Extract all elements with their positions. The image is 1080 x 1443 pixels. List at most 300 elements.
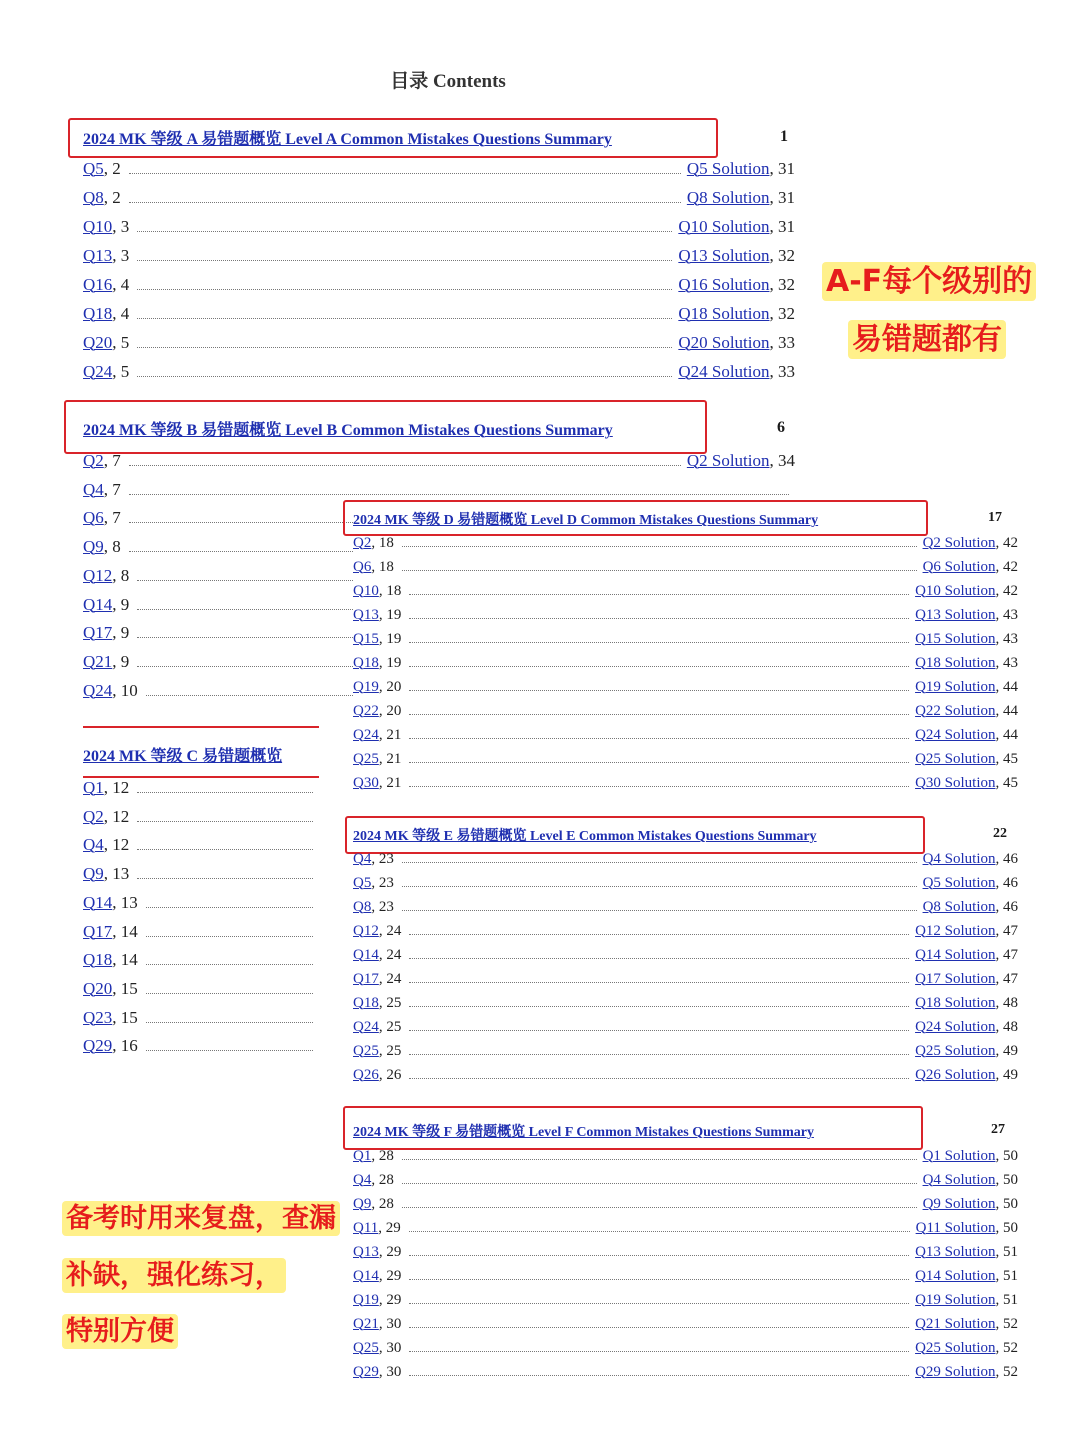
callout-bottom-line1: 备考时用来复盘，查漏 <box>62 1196 340 1235</box>
toc-row <box>83 922 319 951</box>
dot-leader <box>409 1302 909 1304</box>
question-page: , 14 <box>112 950 138 970</box>
question-page: , 15 <box>112 978 138 998</box>
question-link[interactable]: Q26 <box>353 1067 379 1083</box>
toc-row <box>353 1196 1018 1220</box>
solution-link[interactable]: Q5 Solution <box>922 875 996 891</box>
solution-link[interactable]: Q26 Solution <box>915 1067 996 1083</box>
toc-row <box>353 655 1018 679</box>
question-page: , 30 <box>378 1316 402 1332</box>
solution-link[interactable]: Q4 Solution <box>922 1172 996 1188</box>
toc-row <box>353 559 1018 583</box>
question-page: , 24 <box>378 971 402 987</box>
dot-leader <box>402 545 917 547</box>
toc-row <box>353 727 1018 751</box>
dot-leader <box>409 1278 909 1280</box>
solution-page: , 47 <box>995 971 1018 987</box>
question-page: , 28 <box>371 1172 394 1188</box>
dot-leader <box>129 464 681 466</box>
question-link[interactable]: Q4 <box>353 1172 372 1188</box>
dot-leader <box>146 1021 313 1023</box>
question-page: , 8 <box>103 537 121 557</box>
question-page: , 30 <box>378 1340 402 1356</box>
question-link[interactable]: Q2 <box>83 806 104 826</box>
solution-link[interactable]: Q19 Solution <box>915 679 996 695</box>
solution-link[interactable]: Q16 Solution <box>678 275 770 294</box>
question-link[interactable]: Q25 <box>353 1043 379 1059</box>
toc-row <box>353 971 1018 995</box>
toc-row <box>83 217 795 246</box>
solution-link[interactable]: Q13 Solution <box>915 607 996 623</box>
solution-page: , 50 <box>995 1148 1018 1164</box>
toc-row <box>353 631 1018 655</box>
question-page: , 5 <box>112 362 130 381</box>
dot-leader <box>409 933 909 935</box>
question-link[interactable]: Q14 <box>353 1268 379 1284</box>
question-link[interactable]: Q15 <box>353 631 379 647</box>
solution-page: , 44 <box>995 679 1018 695</box>
dot-leader <box>402 861 917 863</box>
solution-page: , 31 <box>769 159 795 178</box>
question-link[interactable]: Q14 <box>83 892 113 912</box>
dot-leader <box>409 1254 909 1256</box>
dot-leader <box>409 1077 909 1079</box>
question-link[interactable]: Q21 <box>353 1316 379 1332</box>
solution-link[interactable]: Q9 Solution <box>922 1196 996 1212</box>
question-page: , 29 <box>378 1268 402 1284</box>
solution-page: , 42 <box>995 559 1018 575</box>
section-level-c <box>83 726 319 1066</box>
question-link[interactable]: Q16 <box>83 275 113 294</box>
solution-page: , 51 <box>995 1244 1018 1260</box>
question-link[interactable]: Q8 <box>353 899 372 915</box>
section-level-e <box>353 816 1018 1094</box>
question-link[interactable]: Q5 <box>83 159 104 178</box>
question-link[interactable]: Q1 <box>83 778 104 797</box>
question-page: , 4 <box>112 304 130 323</box>
question-link[interactable]: Q22 <box>353 703 379 719</box>
toc-row <box>353 1340 1018 1364</box>
solution-page: , 50 <box>995 1196 1018 1212</box>
question-page: , 15 <box>112 1007 138 1027</box>
solution-page: , 32 <box>769 246 795 265</box>
dot-leader <box>146 935 313 937</box>
question-page: , 16 <box>112 1036 138 1056</box>
toc-row <box>353 751 1018 775</box>
solution-link[interactable]: Q22 Solution <box>915 703 996 719</box>
question-link[interactable]: Q17 <box>353 971 379 987</box>
question-page: , 13 <box>103 864 130 884</box>
question-link[interactable]: Q12 <box>353 923 379 939</box>
dot-leader <box>137 259 672 261</box>
question-link[interactable]: Q8 <box>83 188 104 207</box>
dot-leader <box>409 1350 909 1352</box>
dot-leader <box>409 761 909 763</box>
question-page: , 7 <box>103 451 121 470</box>
question-page: , 19 <box>378 631 402 647</box>
toc-row <box>83 778 319 807</box>
solution-page: , 51 <box>995 1292 1018 1308</box>
toc-row <box>353 875 1018 899</box>
solution-link[interactable]: Q17 Solution <box>915 971 996 987</box>
toc-row <box>83 807 319 836</box>
question-link[interactable]: Q24 <box>353 1019 379 1035</box>
section-b-page-number: 6 <box>777 419 785 436</box>
question-link[interactable]: Q13 <box>353 607 379 623</box>
question-page: , 3 <box>112 246 130 265</box>
question-page: , 30 <box>378 1364 402 1380</box>
solution-page: , 50 <box>995 1220 1018 1236</box>
question-page: , 29 <box>378 1220 401 1236</box>
solution-link[interactable]: Q6 Solution <box>922 559 996 575</box>
question-page: , 2 <box>103 159 121 178</box>
toc-row <box>353 607 1018 631</box>
question-page: , 19 <box>378 607 402 623</box>
question-page: , 21 <box>378 751 402 767</box>
solution-page: , 34 <box>769 451 795 470</box>
question-link[interactable]: Q24 <box>353 727 379 743</box>
contents-title: 目录 Contents <box>390 71 506 92</box>
question-link[interactable]: Q23 <box>83 1007 113 1027</box>
solution-page: , 50 <box>995 1172 1018 1188</box>
solution-link[interactable]: Q25 Solution <box>915 1043 996 1059</box>
dot-leader <box>137 791 313 793</box>
solution-link[interactable]: Q1 Solution <box>922 1148 996 1164</box>
toc-row <box>83 246 795 275</box>
dot-leader <box>409 593 909 595</box>
question-page: , 7 <box>103 479 121 499</box>
solution-page: , 46 <box>995 875 1018 891</box>
question-page: , 9 <box>112 594 130 614</box>
toc-row <box>83 950 319 979</box>
dot-leader <box>137 230 672 232</box>
solution-page: , 43 <box>995 631 1018 647</box>
dot-leader <box>137 346 672 348</box>
toc-row <box>83 864 319 893</box>
dot-leader <box>409 957 909 959</box>
question-page: , 18 <box>371 559 394 575</box>
question-page: , 23 <box>371 875 394 891</box>
question-link[interactable]: Q9 <box>353 1196 372 1212</box>
solution-page: , 44 <box>995 727 1018 743</box>
question-page: , 21 <box>378 775 402 791</box>
toc-row <box>353 1019 1018 1043</box>
dot-leader <box>146 963 313 965</box>
solution-link[interactable]: Q19 Solution <box>915 1292 996 1308</box>
question-page: , 29 <box>378 1244 402 1260</box>
callout-top-line1: A-F每个级别的 <box>822 256 1036 300</box>
toc-row <box>83 1036 319 1065</box>
section-a-title-link[interactable]: 2024 MK 等级 A 易错题概览 Level A Common Mistakes Questions Summary <box>83 131 612 148</box>
dot-leader <box>409 1230 910 1232</box>
solution-page: , 45 <box>995 751 1018 767</box>
question-link[interactable]: Q24 <box>83 680 113 700</box>
question-page: , 8 <box>112 565 130 585</box>
dot-leader <box>137 288 672 290</box>
solution-page: , 51 <box>995 1268 1018 1284</box>
question-page: , 19 <box>378 655 402 671</box>
toc-row <box>83 304 795 333</box>
solution-link[interactable]: Q18 Solution <box>678 304 770 323</box>
toc-row <box>353 947 1018 971</box>
dot-leader <box>129 172 681 174</box>
dot-leader <box>409 665 909 667</box>
solution-page: , 33 <box>769 362 795 381</box>
dot-leader <box>409 689 909 691</box>
question-page: , 24 <box>378 923 402 939</box>
solution-link[interactable]: Q14 Solution <box>915 947 996 963</box>
question-link[interactable]: Q6 <box>353 559 372 575</box>
question-link[interactable]: Q18 <box>353 655 379 671</box>
solution-page: , 52 <box>995 1316 1018 1332</box>
question-page: , 12 <box>103 835 130 855</box>
question-link[interactable]: Q29 <box>83 1036 113 1056</box>
dot-leader <box>402 1182 917 1184</box>
solution-page: , 33 <box>769 333 795 352</box>
toc-row <box>353 535 1018 559</box>
dot-leader <box>409 1374 909 1376</box>
solution-page: , 48 <box>995 995 1018 1011</box>
toc-row <box>353 1316 1018 1340</box>
question-page: , 14 <box>112 921 138 941</box>
question-link[interactable]: Q13 <box>353 1244 379 1260</box>
dot-leader <box>409 617 909 619</box>
question-link[interactable]: Q4 <box>83 479 104 499</box>
toc-row <box>353 583 1018 607</box>
question-page: , 9 <box>112 623 130 643</box>
question-link[interactable]: Q30 <box>353 775 379 791</box>
question-page: , 28 <box>371 1196 394 1212</box>
solution-page: , 32 <box>769 275 795 294</box>
toc-row <box>353 1244 1018 1268</box>
toc-row <box>353 1172 1018 1196</box>
dot-leader <box>402 885 917 887</box>
solution-link[interactable]: Q13 Solution <box>915 1244 996 1260</box>
solution-link[interactable]: Q10 Solution <box>915 583 996 599</box>
question-link[interactable]: Q2 <box>353 535 372 551</box>
toc-row <box>353 679 1018 703</box>
section-a-page-number: 1 <box>780 128 788 145</box>
toc-row <box>353 899 1018 923</box>
solution-link[interactable]: Q18 Solution <box>915 995 996 1011</box>
dot-leader <box>137 375 672 377</box>
solution-link[interactable]: Q21 Solution <box>915 1316 996 1332</box>
toc-row <box>353 923 1018 947</box>
question-link[interactable]: Q20 <box>83 978 113 998</box>
solution-link[interactable]: Q24 Solution <box>678 362 770 381</box>
toc-row <box>83 362 795 391</box>
question-link[interactable]: Q25 <box>353 1340 379 1356</box>
question-link[interactable]: Q18 <box>83 950 113 970</box>
dot-leader <box>402 569 917 571</box>
dot-leader <box>137 848 313 850</box>
dot-leader <box>409 1053 909 1055</box>
toc-row <box>83 159 795 188</box>
toc-row <box>353 1067 1018 1091</box>
dot-leader <box>402 909 917 911</box>
toc-row <box>353 703 1018 727</box>
dot-leader <box>409 1326 909 1328</box>
solution-link[interactable]: Q13 Solution <box>678 246 770 265</box>
section-c-title-link[interactable]: 2024 MK 等级 C 易错题概览 <box>83 748 283 765</box>
question-page: , 25 <box>378 1043 402 1059</box>
question-page: , 23 <box>371 899 394 915</box>
solution-page: , 47 <box>995 947 1018 963</box>
solution-link[interactable]: Q20 Solution <box>678 333 770 352</box>
question-link[interactable]: Q14 <box>83 594 113 614</box>
toc-row <box>83 979 319 1008</box>
solution-link[interactable]: Q25 Solution <box>915 1340 996 1356</box>
solution-page: , 31 <box>769 188 795 207</box>
solution-page: , 45 <box>995 775 1018 791</box>
dot-leader <box>409 713 909 715</box>
question-link[interactable]: Q29 <box>353 1364 379 1380</box>
question-link[interactable]: Q4 <box>83 835 104 855</box>
solution-page: , 52 <box>995 1340 1018 1356</box>
dot-leader <box>402 1158 917 1160</box>
question-page: , 18 <box>378 583 402 599</box>
section-level-a <box>83 118 795 383</box>
solution-link[interactable]: Q18 Solution <box>915 655 996 671</box>
dot-leader <box>409 737 909 739</box>
dot-leader <box>146 906 313 908</box>
solution-page: , 49 <box>995 1067 1018 1083</box>
toc-row <box>353 1220 1018 1244</box>
solution-page: , 32 <box>769 304 795 323</box>
question-link[interactable]: Q1 <box>353 1148 372 1164</box>
question-link[interactable]: Q5 <box>353 875 372 891</box>
question-page: , 23 <box>371 851 394 867</box>
toc-row <box>83 835 319 864</box>
solution-link[interactable]: Q11 Solution <box>915 1220 996 1236</box>
callout-top-line2: 易错题都有 <box>848 314 1006 358</box>
question-page: , 18 <box>371 535 394 551</box>
solution-link[interactable]: Q14 Solution <box>915 1268 996 1284</box>
section-d-title-link[interactable]: 2024 MK 等级 D 易错题概览 Level D Common Mistakes Questions Summary <box>353 513 819 528</box>
question-link[interactable]: Q18 <box>353 995 379 1011</box>
callout-bottom-line3: 特别方便 <box>62 1309 178 1348</box>
question-link[interactable]: Q18 <box>83 304 113 323</box>
dot-leader <box>137 820 313 822</box>
question-link[interactable]: Q17 <box>83 623 113 643</box>
question-page: , 25 <box>378 995 402 1011</box>
solution-link[interactable]: Q25 Solution <box>915 751 996 767</box>
question-page: , 25 <box>378 1019 402 1035</box>
solution-page: , 46 <box>995 899 1018 915</box>
section-d-page-number: 17 <box>988 510 1002 525</box>
question-page: , 10 <box>112 680 138 700</box>
question-link[interactable]: Q12 <box>83 565 113 585</box>
dot-leader <box>129 201 681 203</box>
question-page: , 29 <box>378 1292 402 1308</box>
toc-row <box>83 1008 319 1037</box>
solution-link[interactable]: Q8 Solution <box>922 899 996 915</box>
dot-leader <box>409 1005 909 1007</box>
question-link[interactable]: Q11 <box>353 1220 379 1236</box>
question-link[interactable]: Q9 <box>83 537 104 557</box>
toc-row <box>83 275 795 304</box>
solution-link[interactable]: Q8 Solution <box>686 188 770 207</box>
solution-link[interactable]: Q15 Solution <box>915 631 996 647</box>
section-e-page-number: 22 <box>993 826 1007 841</box>
dot-leader <box>409 641 909 643</box>
question-link[interactable]: Q24 <box>83 362 113 381</box>
dot-leader <box>146 992 313 994</box>
solution-link[interactable]: Q10 Solution <box>678 217 770 236</box>
section-f-title-link[interactable]: 2024 MK 等级 F 易错题概览 Level F Common Mistakes Questions Summary <box>353 1125 814 1140</box>
question-page: , 7 <box>103 508 121 528</box>
toc-row <box>353 775 1018 799</box>
question-page: , 13 <box>112 892 138 912</box>
question-link[interactable]: Q14 <box>353 947 379 963</box>
question-link[interactable]: Q13 <box>83 246 113 265</box>
solution-link[interactable]: Q12 Solution <box>915 923 996 939</box>
question-link[interactable]: Q17 <box>83 921 113 941</box>
callout-bottom-line2: 补缺，强化练习， <box>62 1253 286 1292</box>
question-link[interactable]: Q25 <box>353 751 379 767</box>
question-page: , 12 <box>103 806 130 826</box>
dot-leader <box>129 493 789 495</box>
solution-page: , 42 <box>995 583 1018 599</box>
toc-row <box>353 995 1018 1019</box>
solution-link[interactable]: Q2 Solution <box>922 535 996 551</box>
toc-row <box>353 1268 1018 1292</box>
question-page: , 2 <box>103 188 121 207</box>
dot-leader <box>137 317 672 319</box>
solution-link[interactable]: Q30 Solution <box>915 775 996 791</box>
solution-page: , 31 <box>769 217 795 236</box>
dot-leader <box>409 785 909 787</box>
solution-page: , 44 <box>995 703 1018 719</box>
solution-page: , 49 <box>995 1043 1018 1059</box>
toc-row <box>83 893 319 922</box>
question-link[interactable]: Q21 <box>83 651 113 671</box>
question-link[interactable]: Q6 <box>83 508 104 528</box>
dot-leader <box>409 1029 909 1031</box>
solution-page: , 52 <box>995 1364 1018 1380</box>
solution-link[interactable]: Q4 Solution <box>922 851 996 867</box>
question-page: , 20 <box>378 703 402 719</box>
solution-link[interactable]: Q24 Solution <box>915 1019 996 1035</box>
toc-row <box>353 1292 1018 1316</box>
solution-page: , 47 <box>995 923 1018 939</box>
section-b-title-link[interactable]: 2024 MK 等级 B 易错题概览 Level B Common Mistakes Questions Summary <box>83 422 613 439</box>
solution-page: , 42 <box>995 535 1018 551</box>
question-link[interactable]: Q20 <box>83 333 113 352</box>
question-link[interactable]: Q19 <box>353 1292 379 1308</box>
question-link[interactable]: Q10 <box>353 583 379 599</box>
question-page: , 21 <box>378 727 402 743</box>
question-page: , 5 <box>112 333 130 352</box>
toc-row <box>353 851 1018 875</box>
solution-link[interactable]: Q24 Solution <box>915 727 996 743</box>
solution-link[interactable]: Q29 Solution <box>915 1364 996 1380</box>
dot-leader <box>402 1206 917 1208</box>
question-page: , 4 <box>112 275 130 294</box>
section-f-page-number: 27 <box>991 1122 1005 1137</box>
question-link[interactable]: Q10 <box>83 217 113 236</box>
question-link[interactable]: Q4 <box>353 851 372 867</box>
question-link[interactable]: Q2 <box>83 451 104 470</box>
solution-link[interactable]: Q5 Solution <box>686 159 770 178</box>
question-link[interactable]: Q9 <box>83 864 104 884</box>
section-e-title-link[interactable]: 2024 MK 等级 E 易错题概览 Level E Common Mistakes Questions Summary <box>353 829 817 844</box>
toc-row <box>353 1364 1018 1388</box>
toc-row <box>83 451 795 480</box>
solution-link[interactable]: Q2 Solution <box>686 451 770 470</box>
question-link[interactable]: Q19 <box>353 679 379 695</box>
toc-row <box>83 188 795 217</box>
